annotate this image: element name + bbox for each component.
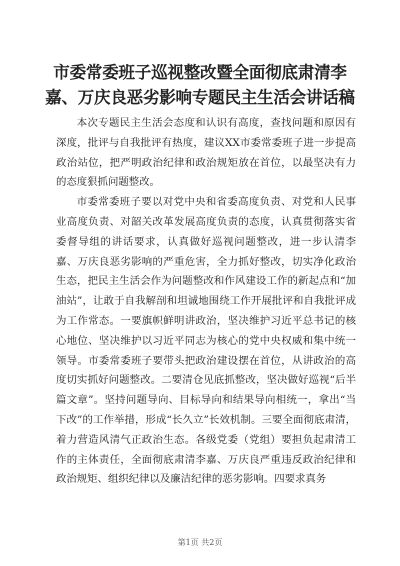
paragraph-1: 本次专题民主生活会态度和认识有高度，查找问题和原因有深度，批评与自我批评有热度，建议XX市委常委班子进一步提高政治站位，把严明政治纪律和政治规矩放在首位，以最坚决有力的态度狠抓问题整改。: [56, 117, 356, 189]
document-title: 市委常委班子巡视整改暨全面彻底肃清李嘉、万庆良恶劣影响专题民主生活会讲话稿: [45, 63, 355, 107]
paragraph-2: 市委常委班子要以对党中央和省委高度负责、对党和人民事业高度负责、对韶关改革发展高度负责的态度，认真贯彻落实省委督导组的讲话要求，认真做好巡视问题整改，进一步认清李嘉、万庆良恶劣影响的严重危害，全力抓好整改，切实净化政治生态，把民主生活会作为问题整改和作风建设工作的新起点和“加油站”，让敢于自我解剖和坦诚地围绕工作开展批评和自我批评成为工作常态。一要旗帜鲜明讲政治，坚决维护习近平总书记的核心地位、坚决维护以习近平同志为核心的党中央权威和集中统一领导。市委常委班子要带头把政治建设摆在首位，从讲政治的高度切实抓好问题整改。二要清仓见底抓整改，坚决做好巡视“后半篇文章”。坚持问题导向、目标导向和结果导向相统一，拿出“当下改”的工作举措，形成“长久立”长效机制。三要全面彻底肃清，着力营造风清气正政治生态。各级党委（党组）要担负起肃清工作的主体责任，全面彻底肃清李嘉、万庆良严重违反政治纪律和政治规矩、组织纪律以及廉洁纪律的恶劣影响。四要求真务: [56, 196, 356, 486]
document-body: [56, 114, 356, 490]
page-footer: 第1页 共2页: [177, 538, 223, 547]
